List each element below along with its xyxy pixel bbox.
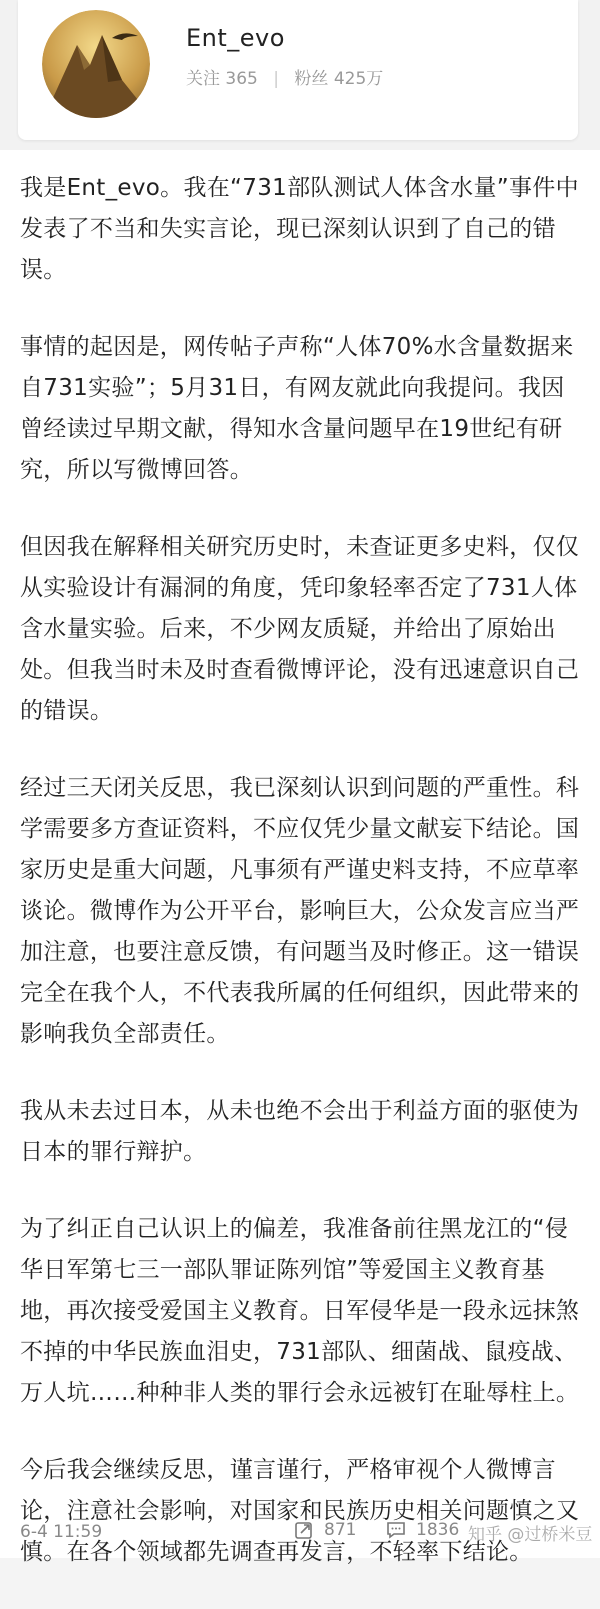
post-paragraph: 事情的起因是，网传帖子声称“人体70%水含量数据来自731实验”；5月31日，有网友就此向我提问。我因曾经读过早期文献，得知水含量问题早在19世纪有研究，所以写微博回答。 <box>20 334 574 483</box>
repost-icon <box>294 1520 314 1540</box>
username[interactable]: Ent_evo <box>186 24 285 52</box>
post-paragraph: 但因我在解释相关研究历史时，未查证更多史料，仅仅从实验设计有漏洞的角度，凭印象轻率否定了731人体含水量实验。后来，不少网友质疑，并给出了原始出处。但我当时未及时查看微博评论，没有迅速意识自己的错误。 <box>20 534 580 724</box>
comment-icon <box>386 1520 406 1540</box>
following-count[interactable]: 365 <box>225 69 258 89</box>
followers-count[interactable]: 425万 <box>333 69 384 89</box>
post-paragraph: 我从未去过日本，从未也绝不会出于利益方面的驱使为日本的罪行辩护。 <box>20 1098 580 1165</box>
post-paragraph: 我是Ent_evo。我在“731部队测试人体含水量”事件中发表了不当和失实言论，现已深刻认识到了自己的错误。 <box>20 175 579 283</box>
repost-button[interactable] <box>294 1520 356 1540</box>
watermark-text: 知乎 @过桥米豆 <box>468 1525 593 1545</box>
post-paragraph: 今后我会继续反思，谨言谨行，严格审视个人微博言论，注意社会影响，对国家和民族历史相关问题慎之又慎。在各个领域都先调查再发言，不轻率下结论。 <box>20 1457 580 1565</box>
post-body <box>20 168 582 1609</box>
follow-stats <box>186 64 383 89</box>
user-avatar[interactable] <box>42 10 150 118</box>
repost-count: 871 <box>324 1520 357 1540</box>
stats-divider: | <box>273 69 279 89</box>
followers-label[interactable]: 粉丝 <box>294 69 329 89</box>
post-paragraph: 经过三天闭关反思，我已深刻认识到问题的严重性。科学需要多方查证资料，不应仅凭少量文献妄下结论。国家历史是重大问题，凡事须有严谨史料支持，不应草率谈论。微博作为公开平台，影响巨大，公众发言应当严加注意，也要注意反馈，有问题当及时修正。这一错误完全在我个人，不代表我所属的任何组织，因此带来的影响我负全部责任。 <box>20 775 580 1047</box>
source-watermark <box>468 1520 592 1545</box>
avatar-image <box>42 10 150 118</box>
post-timestamp: 6-4 11:59 <box>20 1522 103 1542</box>
profile-card <box>18 0 578 140</box>
post-footer <box>0 1508 600 1558</box>
comment-button[interactable] <box>386 1520 459 1540</box>
comment-count: 1836 <box>416 1520 460 1540</box>
post-paragraph: 为了纠正自己认识上的偏差，我准备前往黑龙江的“侵华日军第七三一部队罪证陈列馆”等爱国主义教育基地，再次接受爱国主义教育。日军侵华是一段永远抹煞不掉的中华民族血泪史，731部队、细菌战、鼠疫战、万人坑……种种非人类的罪行会永远被钉在耻辱柱上。 <box>20 1216 580 1406</box>
following-label[interactable]: 关注 <box>186 69 220 89</box>
